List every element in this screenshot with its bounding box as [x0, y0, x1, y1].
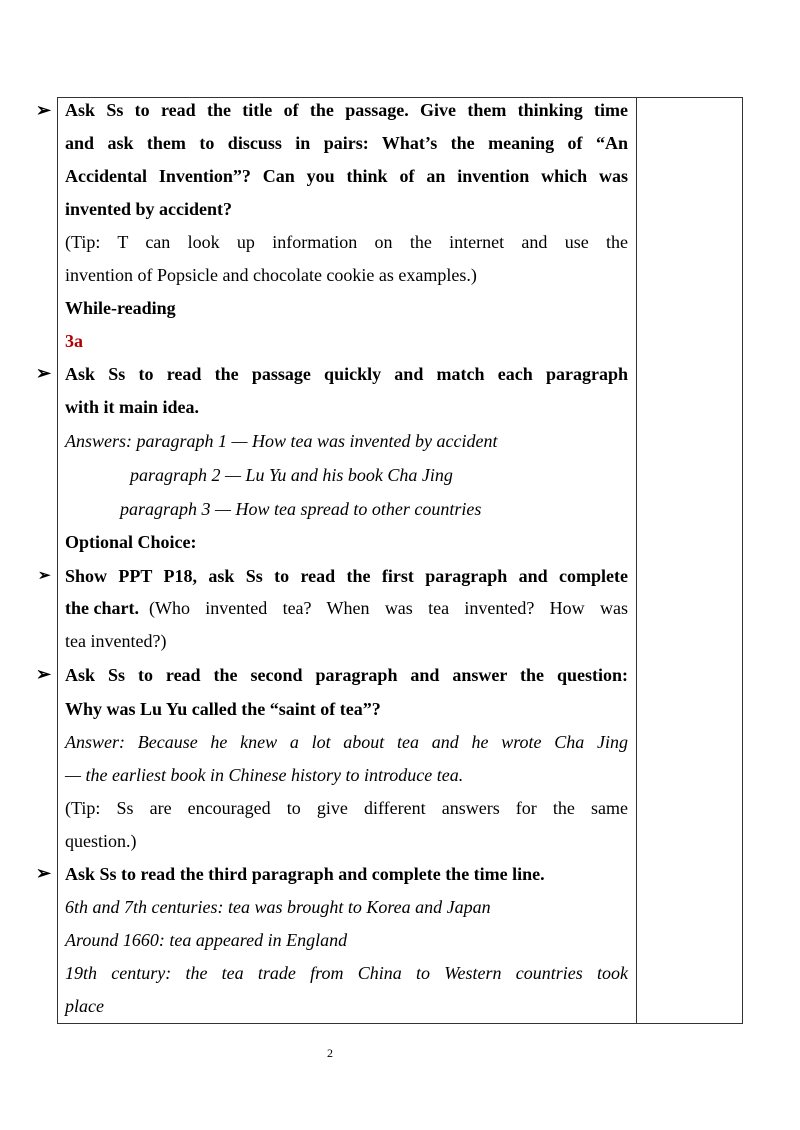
- answer-text: Answer: Because he knew a lot about tea and he wrote Cha Jing: [65, 732, 628, 752]
- step-text: and ask them to discuss in pairs: What’s the meaning of “An: [65, 133, 628, 153]
- step-text: Ask Ss to read the title of the passage. Give them thinking time: [65, 100, 628, 120]
- bullet-arrow-icon: ➢: [36, 363, 52, 383]
- bullet-arrow-icon: ➢: [36, 664, 52, 684]
- tip-text: question.): [65, 831, 137, 851]
- tip-text: invention of Popsicle and chocolate cookie as examples.): [65, 265, 477, 285]
- question-text: tea invented?): [65, 631, 167, 651]
- bullet-arrow-icon: ➢: [38, 568, 51, 584]
- bullet-arrow-icon: ➢: [36, 863, 52, 883]
- step-text: Show PPT P18, ask Ss to read the first paragraph and complete: [65, 566, 628, 586]
- answer-text: paragraph 3 — How tea spread to other countries: [120, 499, 482, 519]
- activity-label: 3a: [65, 331, 83, 351]
- step-text: invented by accident?: [65, 199, 233, 219]
- section-heading: Optional Choice:: [65, 532, 197, 552]
- tip-text: (Tip: Ss are encouraged to give different answers for the same: [65, 798, 628, 818]
- answer-text: Answers: paragraph 1 — How tea was invented by accident: [65, 431, 498, 451]
- timeline-text: place: [65, 996, 104, 1016]
- tip-text: (Tip: T can look up information on the internet and use the: [65, 232, 628, 252]
- step-text: with it main idea.: [65, 397, 200, 417]
- step-text: Ask Ss to read the second paragraph and answer the question:: [65, 665, 628, 685]
- step-text: the chart.: [65, 598, 139, 618]
- answer-text: paragraph 2 — Lu Yu and his book Cha Jing: [130, 465, 453, 485]
- page-number: 2: [327, 1046, 333, 1060]
- step-text-line: [65, 597, 628, 619]
- step-text: Why was Lu Yu called the “saint of tea”?: [65, 699, 381, 719]
- timeline-text: 19th century: the tea trade from China to Western countries took: [65, 963, 628, 983]
- bullet-arrow-icon: ➢: [36, 100, 52, 120]
- section-heading: While-reading: [65, 298, 176, 318]
- answer-text: — the earliest book in Chinese history to introduce tea.: [65, 765, 464, 785]
- table-column-divider: [636, 97, 637, 1024]
- step-text: Accidental Invention”? Can you think of an invention which was: [65, 166, 628, 186]
- timeline-text: Around 1660: tea appeared in England: [65, 930, 348, 950]
- question-text: (Who invented tea? When was tea invented? How was: [148, 598, 628, 618]
- step-text: Ask Ss to read the passage quickly and match each paragraph: [65, 364, 628, 384]
- step-text: Ask Ss to read the third paragraph and complete the time line.: [65, 864, 545, 884]
- timeline-text: 6th and 7th centuries: tea was brought to Korea and Japan: [65, 897, 491, 917]
